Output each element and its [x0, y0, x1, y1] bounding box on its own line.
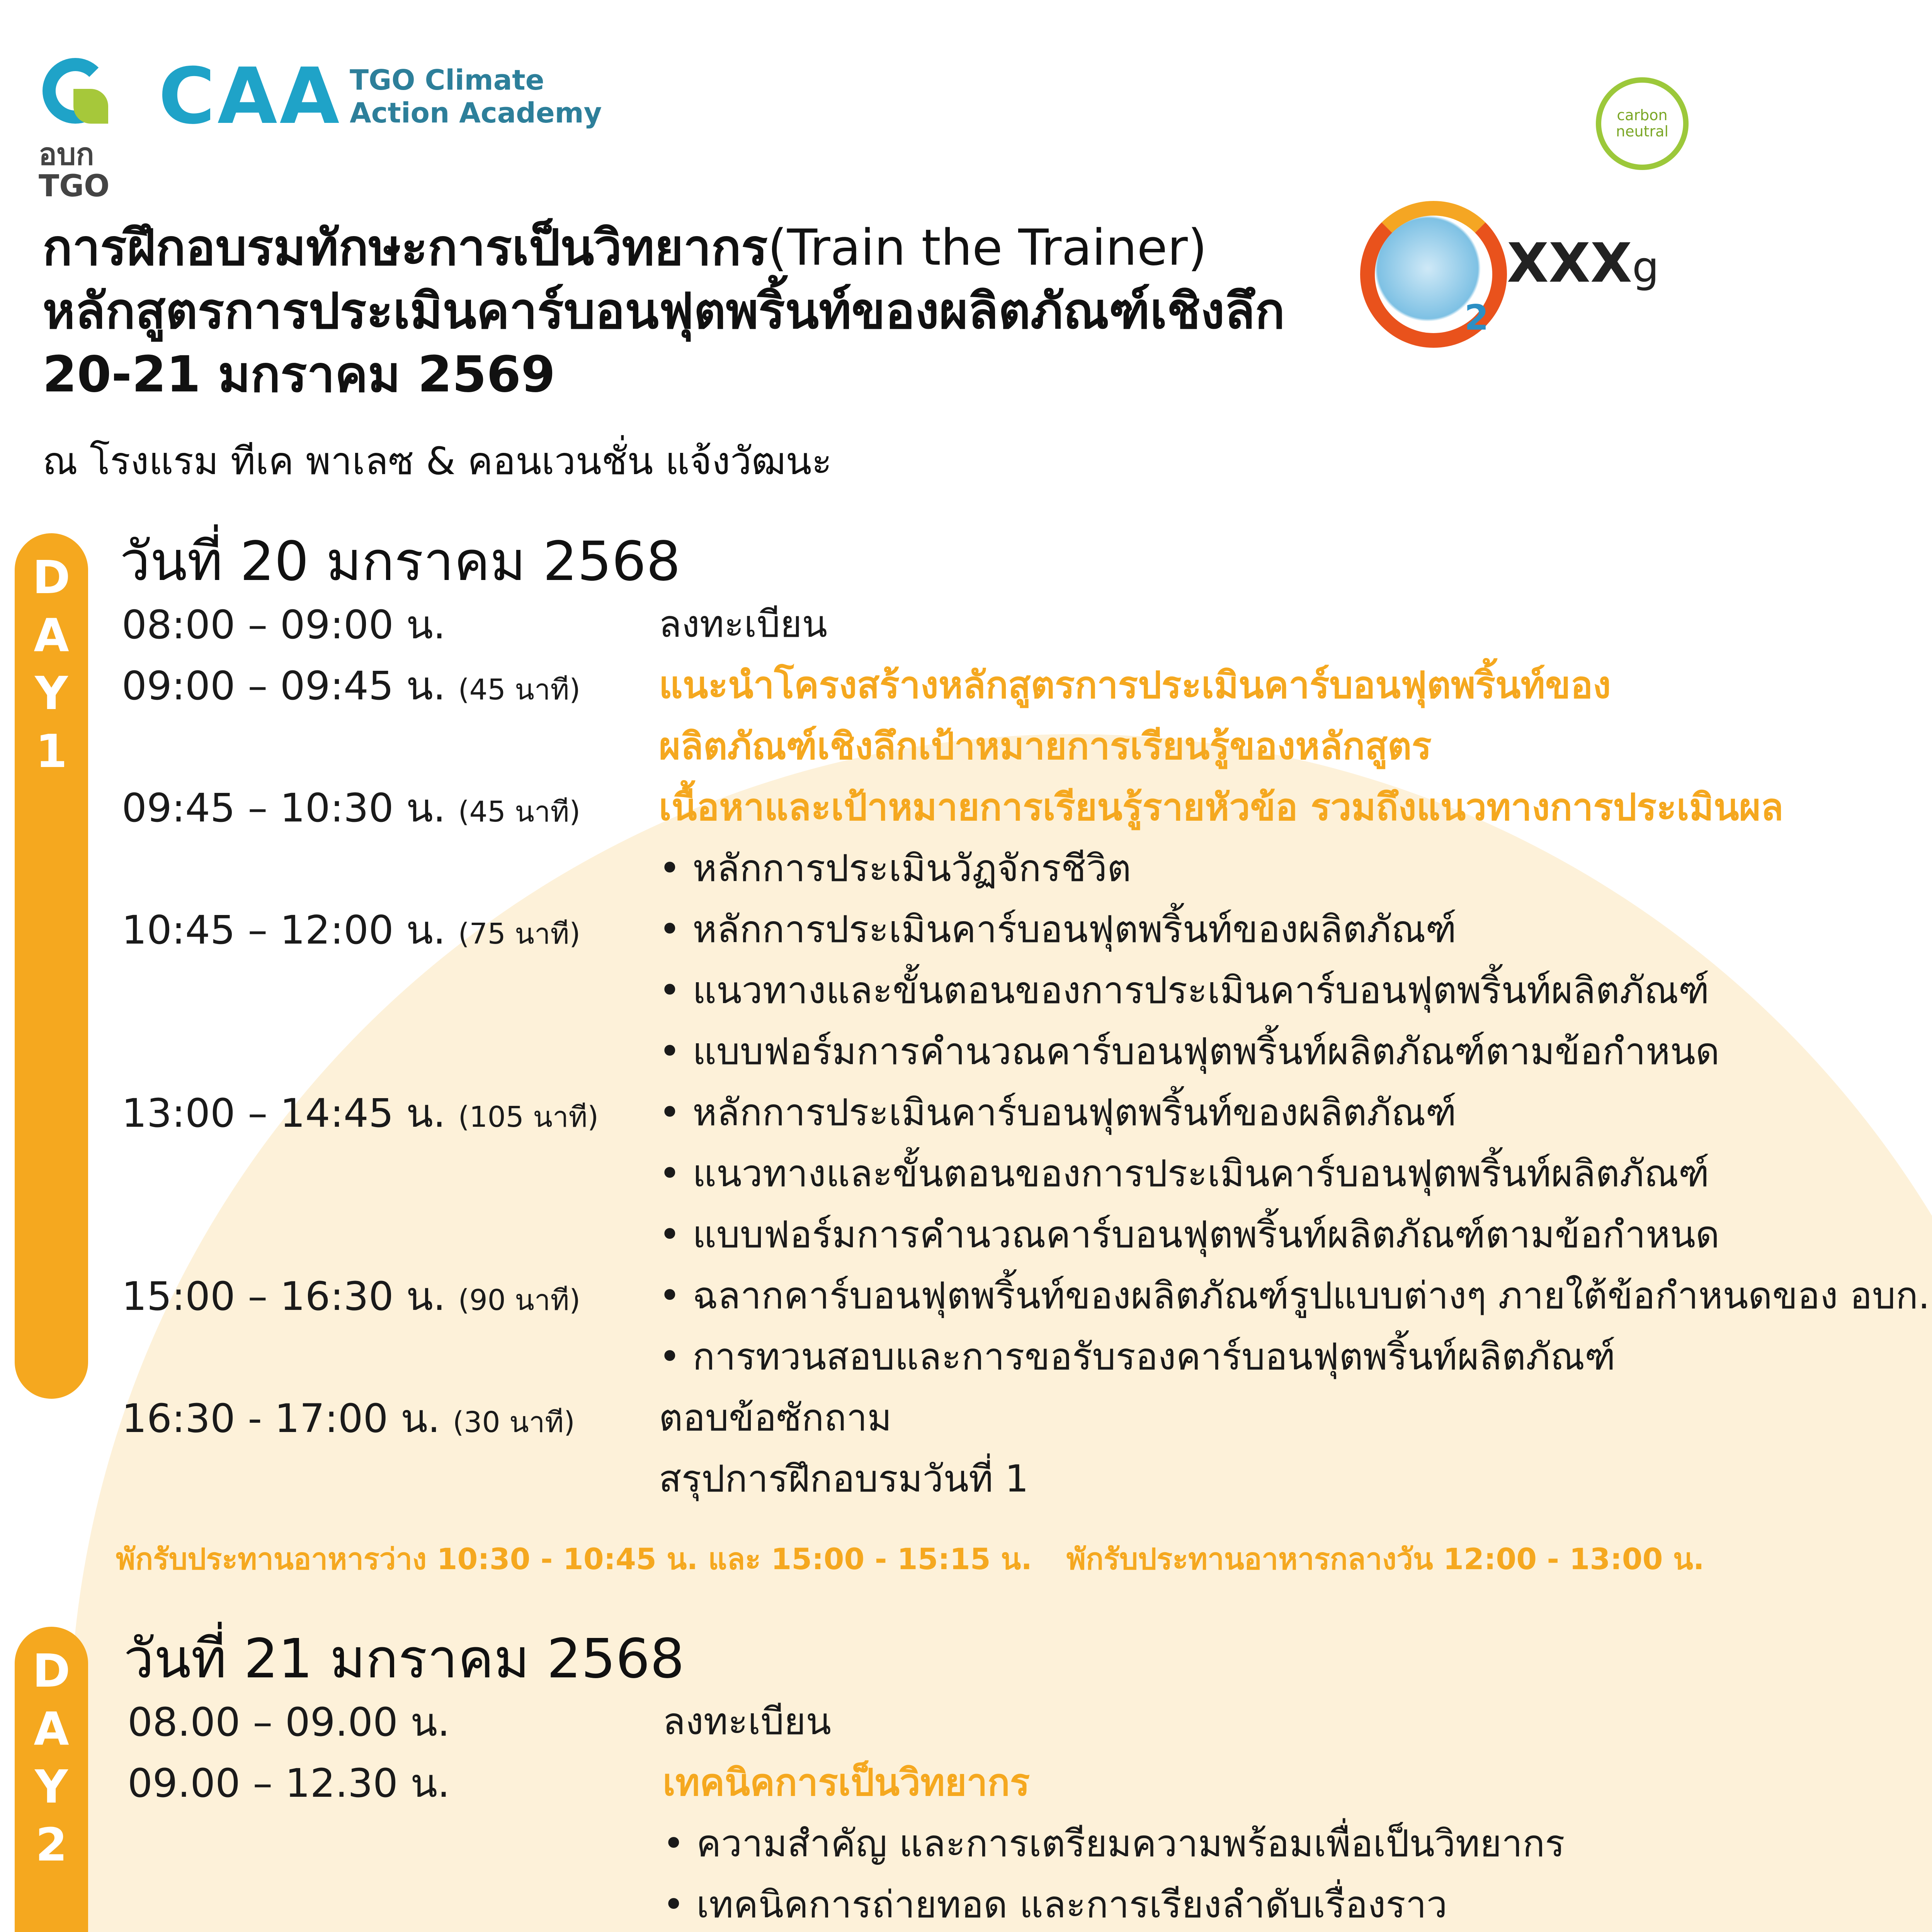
co2-unit: g	[1632, 242, 1659, 292]
time-range: 16:30 - 17:00 น.	[122, 1396, 440, 1442]
schedule-item: เนื้อหาและเป้าหมายการเรียนรู้รายหัวข้อ รวมถึงแนวทางการประเมินผล	[659, 786, 1784, 829]
title-date: 20-21 มกราคม 2569	[43, 345, 556, 403]
schedule-time	[122, 654, 580, 717]
day1-break-lunch: พักรับประทานอาหารกลางวัน 12:00 - 13:00 น.	[1066, 1542, 1704, 1576]
schedule-time	[122, 776, 580, 839]
time-range: 09:45 – 10:30 น.	[122, 785, 446, 831]
carbon-neutral-line2: neutral	[1616, 123, 1668, 140]
day1-badge	[15, 533, 88, 1399]
schedule-item: ลงทะเบียน	[663, 1700, 832, 1743]
time-range: 08:00 – 09:00 น.	[122, 602, 446, 648]
venue: ณ โรงแรม ทีเค พาเลซ & คอนเวนชั่น แจ้งวัฒนะ	[43, 439, 832, 483]
schedule-time	[122, 1387, 575, 1449]
duration: (45 นาที)	[458, 795, 581, 828]
day1-badge-a: A	[34, 608, 69, 662]
tgo-logo-text	[39, 139, 110, 202]
duration: (105 นาที)	[458, 1100, 599, 1134]
schedule-item: • ฉลากคาร์บอนฟุตพริ้นท์ของผลิตภัณฑ์รูปแบบต่างๆ ภายใต้ข้อกำหนดของ อบก.	[659, 1274, 1930, 1317]
day2-badge-y: Y	[35, 1760, 68, 1813]
schedule-item: • หลักการประเมินคาร์บอนฟุตพริ้นท์ของผลิตภัณฑ์	[659, 908, 1457, 951]
duration: (75 นาที)	[458, 917, 581, 951]
schedule-time	[122, 898, 580, 961]
carbon-neutral-line1: carbon	[1617, 107, 1668, 124]
schedule-item: • หลักการประเมินคาร์บอนฟุตพริ้นท์ของผลิตภัณฑ์	[659, 1091, 1457, 1134]
day2-badge-num: 2	[35, 1818, 68, 1871]
co2-label: XXX	[1507, 232, 1632, 295]
time-range: 13:00 – 14:45 น.	[122, 1090, 446, 1136]
time-range: 15:00 – 16:30 น.	[122, 1274, 446, 1320]
duration: (30 นาที)	[452, 1406, 575, 1439]
schedule-time	[128, 1690, 450, 1753]
schedule-item: • เทคนิคการถ่ายทอด และการเรียงลำดับเรื่องราว	[663, 1883, 1447, 1926]
time-range: 08.00 – 09.00 น.	[128, 1699, 450, 1745]
day1-badge-d: D	[32, 551, 70, 604]
schedule-item: • การทวนสอบและการขอรับรองคาร์บอนฟุตพริ้นท์ผลิตภัณฑ์	[659, 1335, 1616, 1378]
caa-subtitle-line1: TGO Climate	[350, 64, 544, 96]
carbon-neutral-badge	[1596, 77, 1689, 170]
schedule-item: • แบบฟอร์มการคำนวณคาร์บอนฟุตพริ้นท์ผลิตภัณฑ์ตามข้อกำหนด	[659, 1213, 1720, 1256]
schedule-item: • ความสำคัญ และการเตรียมความพร้อมเพื่อเป็นวิทยากร	[663, 1822, 1565, 1865]
co2-subscript: 2	[1464, 298, 1489, 338]
schedule-time	[122, 1082, 599, 1144]
tgo-logo-thai: อบก	[39, 137, 94, 172]
schedule-item: • หลักการประเมินวัฏจักรชีวิต	[659, 847, 1131, 890]
time-range: 10:45 – 12:00 น.	[122, 907, 446, 953]
page-title	[43, 216, 1285, 406]
day2-badge-d: D	[32, 1644, 70, 1697]
duration: (45 นาที)	[458, 673, 581, 706]
schedule-item: เทคนิคการเป็นวิทยากร	[663, 1761, 1030, 1804]
day2-badge	[15, 1627, 88, 1932]
schedule-item: • แนวทางและขั้นตอนของการประเมินคาร์บอนฟุตพริ้นท์ผลิตภัณฑ์	[659, 969, 1709, 1012]
co2-value-label	[1507, 232, 1659, 295]
schedule-item: ผลิตภัณฑ์เชิงลึกเป้าหมายการเรียนรู้ของหลักสูตร	[659, 724, 1432, 768]
title-line1	[43, 216, 1285, 280]
schedule-item: ลงทะเบียน	[659, 602, 828, 646]
caa-logo: CAA	[158, 51, 342, 141]
schedule-item: สรุปการฝึกอบรมวันที่ 1	[659, 1457, 1029, 1500]
caa-subtitle-line2: Action Academy	[350, 96, 602, 129]
day1-title: วันที่ 20 มกราคม 2568	[120, 530, 681, 593]
schedule-time	[122, 593, 446, 656]
day2-badge-a: A	[34, 1702, 69, 1755]
time-range: 09.00 – 12.30 น.	[128, 1760, 450, 1806]
schedule-time	[128, 1752, 450, 1814]
title-thai: การฝึกอบรมทักษะการเป็นวิทยากร	[43, 219, 768, 277]
tgo-logo-en: TGO	[39, 168, 110, 204]
day1-badge-y: Y	[35, 666, 68, 720]
day1-badge-num: 1	[35, 724, 68, 778]
duration: (90 นาที)	[458, 1284, 581, 1317]
tgo-leaf-icon	[73, 89, 108, 124]
title-en: (Train the Trainer)	[767, 219, 1207, 277]
schedule-time	[122, 1265, 580, 1327]
title-line2: หลักสูตรการประเมินคาร์บอนฟุตพริ้นท์ของผลิตภัณฑ์เชิงลึก	[43, 282, 1285, 340]
time-range: 09:00 – 09:45 น.	[122, 663, 446, 709]
schedule-item: ตอบข้อซักถาม	[659, 1396, 892, 1439]
schedule-item: แนะนำโครงสร้างหลักสูตรการประเมินคาร์บอนฟุตพริ้นท์ของ	[659, 663, 1611, 707]
day2-title: วันที่ 21 มกราคม 2568	[124, 1628, 685, 1690]
caa-subtitle	[350, 64, 602, 129]
day1-break-snack: พักรับประทานอาหารว่าง 10:30 - 10:45 น. และ 15:00 - 15:15 น.	[116, 1542, 1032, 1576]
schedule-item: • แบบฟอร์มการคำนวณคาร์บอนฟุตพริ้นท์ผลิตภัณฑ์ตามข้อกำหนด	[659, 1030, 1720, 1073]
schedule-item: • แนวทางและขั้นตอนของการประเมินคาร์บอนฟุตพริ้นท์ผลิตภัณฑ์	[659, 1152, 1709, 1195]
